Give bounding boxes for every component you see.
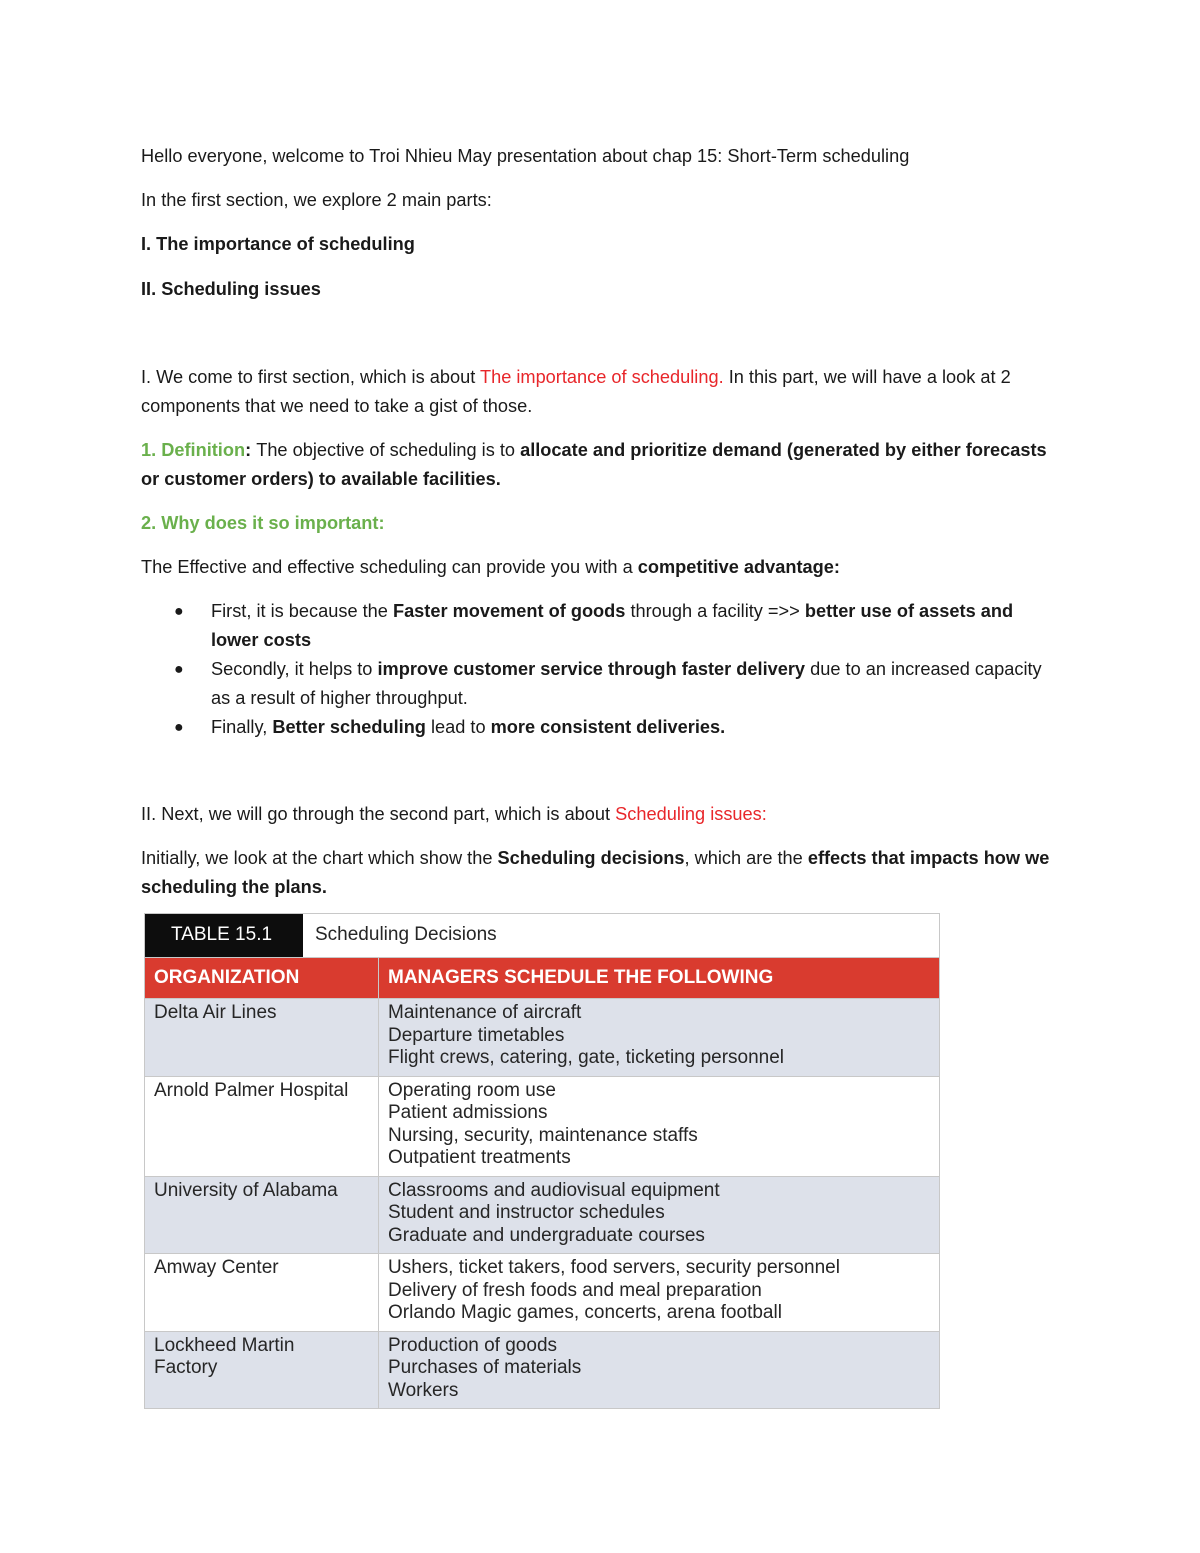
bullet-text: through a facility =>> [625, 601, 805, 621]
table-row [145, 1254, 939, 1332]
bullet-icon: ● [174, 661, 184, 678]
part-heading-1: I. The importance of scheduling [141, 234, 415, 254]
table-row [145, 1177, 939, 1255]
advantage-text: The Effective and effective scheduling can provide you with a [141, 557, 638, 577]
section1-lead-rest: In this part, we will have a look at 2 components that we need to take a gist of those. [141, 367, 1011, 416]
schedule-item: Operating room use [388, 1079, 556, 1101]
bullet-text: . [720, 717, 726, 737]
section2-title-red: Scheduling issues: [615, 804, 767, 824]
schedule-item: Outpatient treatments [388, 1147, 571, 1168]
definition-paragraph [141, 436, 1061, 494]
organization-cell [145, 1254, 379, 1331]
part-heading-2: II. Scheduling issues [141, 279, 321, 299]
schedule-items-cell [379, 999, 939, 1076]
definition-colon: : [245, 440, 257, 460]
organization-name: Lockheed Martin [154, 1334, 295, 1356]
bullet-text: due to an increased capacity as a result of higher throughput. [211, 659, 1042, 708]
definition-label: 1. Definition [141, 440, 246, 460]
schedule-item: Student and instructor schedules [388, 1202, 665, 1223]
schedule-item: Production of goods [388, 1334, 558, 1356]
section2-lead-text: II. Next, we will go through the second part, which is about [141, 804, 616, 824]
organization-name: Arnold Palmer Hospital [154, 1079, 349, 1101]
scheduling-decisions-table [144, 913, 940, 1409]
section2-lead [141, 800, 1061, 829]
chart-intro-bold: effects that impacts how we scheduling the plans. [141, 848, 1050, 897]
list-item [141, 597, 1061, 655]
organization-name: University of Alabama [154, 1179, 338, 1201]
schedule-item: Orlando Magic games, concerts, arena football [388, 1302, 782, 1323]
bullet-bold: improve customer service through faster delivery [377, 659, 806, 679]
schedule-item: Nursing, security, maintenance staffs [388, 1124, 698, 1146]
table-caption [145, 914, 939, 958]
column-header-organization: ORGANIZATION [145, 958, 379, 998]
schedule-item: Delivery of fresh foods and meal preparation [388, 1279, 762, 1301]
schedule-item: Departure timetables [388, 1024, 565, 1046]
bullet-icon: ● [174, 719, 184, 736]
advantage-list [141, 597, 1061, 742]
organization-name: Amway Center [154, 1257, 279, 1278]
schedule-item: Flight crews, catering, gate, ticketing personnel [388, 1047, 785, 1068]
advantage-bold: competitive advantage: [637, 557, 840, 577]
bullet-text: Finally, [211, 717, 273, 737]
schedule-item: Ushers, ticket takers, food servers, security personnel [388, 1257, 840, 1278]
definition-text: The objective of scheduling is to [256, 440, 521, 460]
section1-title-red: The importance of scheduling. [479, 367, 724, 387]
column-header-schedule: MANAGERS SCHEDULE THE FOLLOWING [388, 966, 774, 988]
schedule-items-cell [379, 1254, 939, 1331]
organization-name: Factory [154, 1357, 218, 1378]
why-heading: 2. Why does it so important: [141, 513, 385, 533]
schedule-item: Workers [388, 1379, 459, 1401]
schedule-item: Patient admissions [388, 1102, 548, 1123]
table-header-row [145, 958, 939, 999]
bullet-bold: Faster movement of goods [392, 601, 626, 621]
schedule-item: Graduate and undergraduate courses [388, 1224, 705, 1246]
schedule-items-cell [379, 1177, 939, 1254]
bullet-text: lead to [425, 717, 491, 737]
definition-bold: allocate and prioritize demand (generated by either forecasts or customer orders) to available facilities. [141, 440, 1047, 489]
chart-intro-text: , which are the [684, 848, 808, 868]
chart-intro [141, 844, 1061, 902]
list-item [141, 655, 1061, 713]
advantage-paragraph [141, 553, 1061, 582]
table-body [145, 999, 939, 1408]
list-item [141, 713, 1061, 742]
schedule-item: Classrooms and audiovisual equipment [388, 1179, 720, 1201]
schedule-item: Maintenance of aircraft [388, 1002, 582, 1023]
section1-lead [141, 363, 1061, 421]
table-title: Scheduling Decisions [315, 924, 497, 946]
bullet-text: First, it is because the [211, 601, 393, 621]
schedule-items-cell [379, 1332, 939, 1409]
section1-lead-text: I. We come to first section, which is about [141, 367, 480, 387]
intro-line-2: In the first section, we explore 2 main parts: [141, 190, 492, 210]
bullet-bold: Better scheduling [272, 717, 426, 737]
table-row [145, 999, 939, 1077]
table-row [145, 1077, 939, 1177]
organization-cell [145, 999, 379, 1076]
schedule-item: Purchases of materials [388, 1357, 582, 1378]
intro-line: Hello everyone, welcome to Troi Nhieu May presentation about chap 15: Short-Term scheduling [141, 146, 910, 166]
bullet-bold: more consistent deliveries [490, 717, 721, 737]
organization-cell [145, 1077, 379, 1176]
chart-intro-bold: Scheduling decisions [497, 848, 685, 868]
organization-cell [145, 1177, 379, 1254]
table-row [145, 1332, 939, 1409]
bullet-bold: better use of assets and lower costs [211, 601, 1014, 650]
schedule-items-cell [379, 1077, 939, 1176]
chart-intro-text: Initially, we look at the chart which show the [141, 848, 498, 868]
table-number: TABLE 15.1 [145, 914, 303, 957]
bullet-icon: ● [174, 603, 184, 620]
organization-cell [145, 1332, 379, 1409]
bullet-text: Secondly, it helps to [211, 659, 378, 679]
document-body [141, 140, 1061, 902]
organization-name: Delta Air Lines [154, 1002, 277, 1023]
